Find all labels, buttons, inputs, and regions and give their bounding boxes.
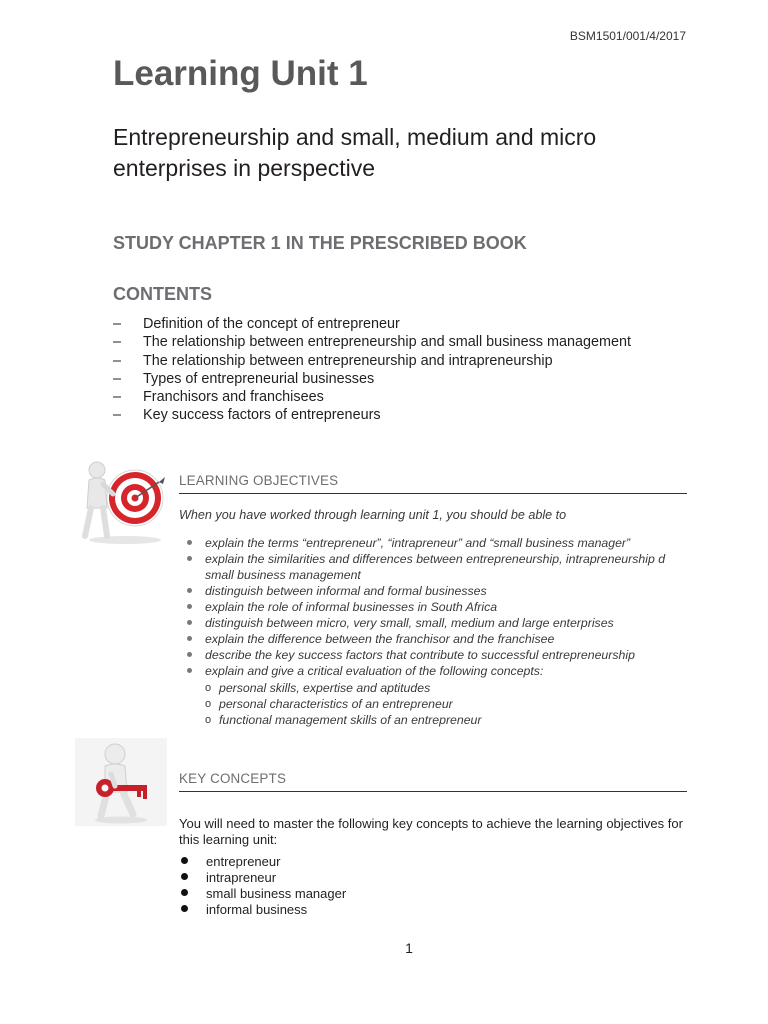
- target-figure-icon: [75, 458, 167, 546]
- key-concepts-divider: [179, 791, 687, 792]
- key-concept-item: [180, 870, 346, 886]
- bullet-dot: [187, 556, 192, 561]
- contents-item-text: Franchisors and franchisees: [143, 389, 324, 406]
- bullet-dot: [187, 636, 192, 641]
- objective-text-continuation: small business management: [205, 568, 361, 582]
- objective-sub-item: [205, 680, 687, 696]
- key-concepts-list: [180, 854, 346, 918]
- key-concept-text: small business manager: [206, 886, 347, 901]
- bullet-dot: [181, 857, 188, 864]
- contents-item-text: Definition of the concept of entrepreneur: [143, 316, 400, 332]
- key-figure-icon: [75, 738, 167, 826]
- unit-subtitle: Entrepreneurship and small, medium and micro enterprises in perspective: [113, 124, 597, 181]
- circle-bullet: o: [205, 714, 212, 726]
- learning-objectives-intro: When you have worked through learning unit 1, you should be able to: [179, 508, 567, 522]
- objective-item: [187, 663, 687, 728]
- contents-item-text: Types of entrepreneurial businesses: [143, 370, 375, 387]
- learning-objectives-heading: LEARNING OBJECTIVES: [179, 473, 339, 488]
- bullet-dot: [181, 873, 188, 880]
- unit-title: Learning Unit 1: [113, 54, 368, 93]
- contents-item: [113, 352, 693, 370]
- contents-item-text: The relationship between entrepreneurship and small business management: [143, 334, 631, 351]
- objective-text: explain the difference between the franchisor and the franchisee: [205, 632, 555, 646]
- objective-item: [187, 599, 687, 615]
- objective-item: [187, 535, 687, 551]
- contents-item: [113, 370, 693, 388]
- objective-sub-text: personal skills, expertise and aptitudes: [219, 681, 431, 695]
- document-reference: BSM1501/001/4/2017: [569, 29, 686, 43]
- dash-bullet: –: [113, 389, 122, 406]
- contents-item: [113, 406, 693, 424]
- learning-objectives-list: [187, 535, 687, 728]
- dash-bullet: –: [113, 407, 122, 424]
- objective-item: [187, 631, 687, 647]
- contents-item-text: Key success factors of entrepreneurs: [143, 407, 381, 424]
- contents-item: [113, 388, 693, 406]
- objective-text: explain and give a critical evaluation of the following concepts:: [205, 664, 544, 678]
- objective-sub-list: [205, 680, 687, 728]
- contents-item-text: The relationship between entrepreneurship and intrapreneurship: [143, 352, 553, 369]
- contents-item: [113, 333, 693, 351]
- bullet-dot: [181, 889, 188, 896]
- objective-text: explain the role of informal businesses in South Africa: [205, 600, 498, 614]
- objective-sub-item: [205, 696, 687, 712]
- contents-heading: CONTENTS: [113, 284, 212, 304]
- objective-sub-text: personal characteristics of an entrepreneur: [219, 697, 453, 711]
- bullet-dot: [187, 540, 192, 545]
- dash-bullet: –: [113, 334, 122, 351]
- objective-item: [187, 583, 687, 599]
- contents-list: [113, 315, 693, 425]
- key-concepts-heading: KEY CONCEPTS: [179, 771, 287, 786]
- key-concept-text: intrapreneur: [206, 870, 277, 885]
- objective-sub-item: [205, 712, 687, 728]
- objective-text: distinguish between micro, very small, small, medium and large enterprises: [205, 616, 614, 630]
- bullet-dot: [187, 668, 192, 673]
- bullet-dot: [187, 588, 192, 593]
- learning-objectives-divider: [179, 493, 687, 494]
- objective-text: distinguish between informal and formal businesses: [205, 584, 487, 598]
- bullet-dot: [181, 905, 188, 912]
- dash-bullet: –: [113, 352, 122, 369]
- key-concept-text: entrepreneur: [206, 854, 281, 869]
- dash-bullet: –: [113, 316, 122, 332]
- key-concept-item: [180, 902, 346, 918]
- objective-text: explain the similarities and differences between entrepreneurship, intrapreneurship d: [205, 552, 666, 566]
- study-instruction: STUDY CHAPTER 1 IN THE PRESCRIBED BOOK: [113, 233, 527, 253]
- key-concept-item: [180, 886, 346, 902]
- bullet-dot: [187, 652, 192, 657]
- key-concept-text: informal business: [206, 902, 308, 917]
- objective-sub-text: functional management skills of an entrepreneur: [219, 713, 482, 727]
- dash-bullet: –: [113, 370, 122, 387]
- objective-item: [187, 551, 687, 583]
- objective-text: describe the key success factors that contribute to successful entrepreneurship: [205, 648, 635, 662]
- objective-item: [187, 615, 687, 631]
- objective-item: [187, 647, 687, 663]
- circle-bullet: o: [205, 682, 212, 694]
- contents-item: [113, 315, 693, 333]
- key-concept-item: [180, 854, 346, 870]
- page-number: 1: [405, 940, 413, 956]
- circle-bullet: o: [205, 698, 212, 710]
- objective-text: explain the terms “entrepreneur”, “intrapreneur” and “small business manager”: [205, 536, 631, 550]
- bullet-dot: [187, 620, 192, 625]
- bullet-dot: [187, 604, 192, 609]
- key-concepts-intro: You will need to master the following key concepts to achieve the learning objectives for this learning unit:: [179, 816, 683, 847]
